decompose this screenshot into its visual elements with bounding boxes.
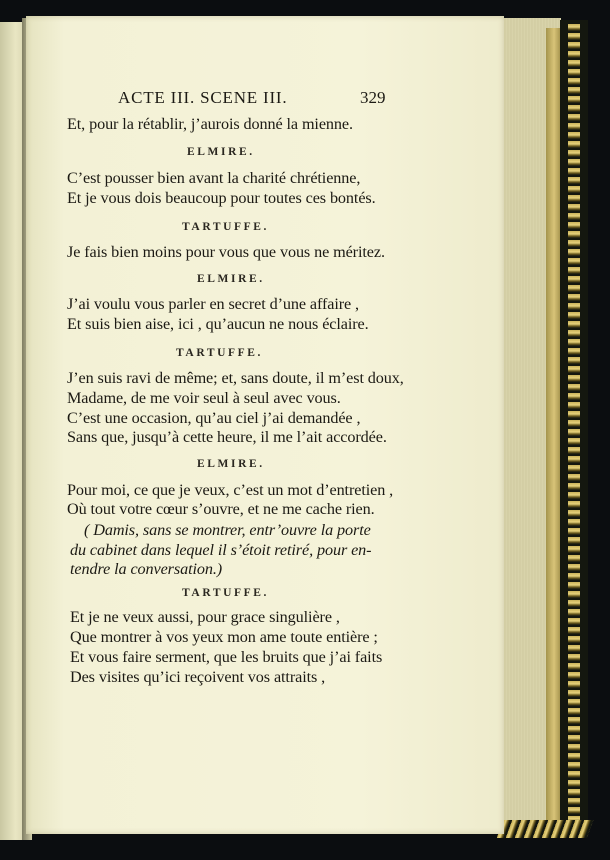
verse-line: Madame, de me voir seul à seul avec vous. [67, 389, 341, 407]
stage-direction: du cabinet dans lequel il s’étoit retiré, pour en- [70, 541, 372, 559]
verse-line: Et je ne veux aussi, pour grace singulière , [70, 608, 340, 626]
verse-line: Et je vous dois beaucoup pour toutes ces bontés. [67, 189, 376, 207]
verse-line: J’en suis ravi de même; et, sans doute, il m’est doux, [67, 369, 404, 387]
decorative-binding-border [568, 24, 580, 824]
page-number: 329 [360, 88, 386, 107]
verse-line: Et suis bien aise, ici , qu’aucun ne nous éclaire. [67, 315, 369, 333]
speaker-name: ELMIRE. [187, 146, 255, 158]
speaker-name: TARTUFFE. [176, 347, 263, 359]
speaker-name: ELMIRE. [197, 458, 265, 470]
verse-line: C’est pousser bien avant la charité chrétienne, [67, 169, 361, 187]
decorative-binding-corner [497, 820, 594, 838]
stage-direction: tendre la conversation.) [70, 560, 223, 578]
speaker-name: TARTUFFE. [182, 587, 269, 599]
verse-line: C’est une occasion, qu’au ciel j’ai demandée , [67, 409, 361, 427]
verse-line: Sans que, jusqu’à cette heure, il me l’ait accordée. [67, 428, 387, 446]
verse-line: Et vous faire serment, que les bruits que j’ai faits [70, 648, 383, 666]
verse-line: J’ai voulu vous parler en secret d’une affaire , [67, 295, 359, 313]
verse-line: Des visites qu’ici reçoivent vos attraits , [70, 668, 326, 686]
speaker-name: TARTUFFE. [182, 221, 269, 233]
verse-line: Je fais bien moins pour vous que vous ne méritez. [67, 243, 385, 261]
stage-direction: ( Damis, sans se montrer, entr’ouvre la porte [84, 521, 371, 539]
speaker-name: ELMIRE. [197, 273, 265, 285]
running-title: ACTE III. SCENE III. [118, 88, 288, 107]
verse-line: Que montrer à vos yeux mon ame toute entière ; [70, 628, 378, 646]
verse-line: Où tout votre cœur s’ouvre, et ne me cache rien. [67, 500, 375, 518]
verse-line: Et, pour la rétablir, j’aurois donné la mienne. [67, 115, 353, 133]
verse-line: Pour moi, ce que je veux, c’est un mot d’entretien , [67, 481, 394, 499]
